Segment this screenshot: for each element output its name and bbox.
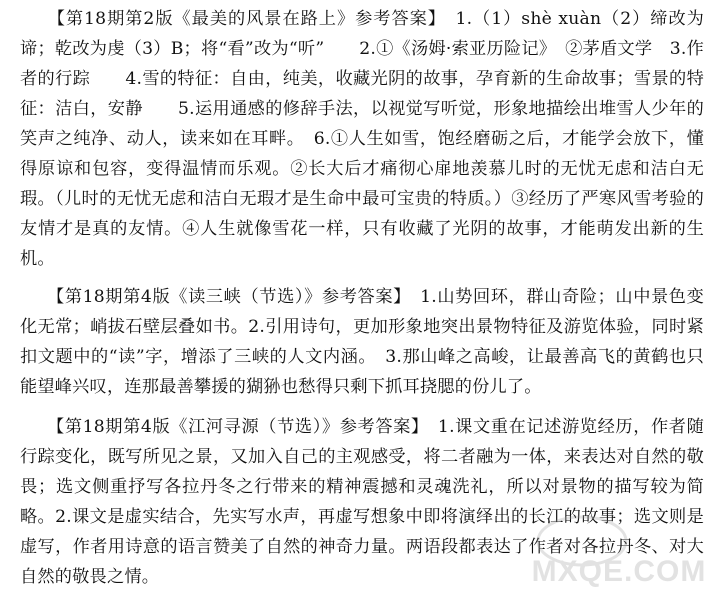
answer-section-1: 【第18期第2版《最美的风景在路上》参考答案】 1.（1）shè xuàn（2）缔改为谛；乾改为虔（3）B；将“看”改为“听” 2.①《汤姆·索亚历险记》 ②茅盾文学 3.作者的行踪 4.雪的特征：自由，纯美，收藏光阴的故事，孕育新的生命故事；雪景的特征：洁白，安静 5.运用通感的修辞手法，以视觉写听觉，形象地描绘出堆雪人少年的笑声之纯净、动人，读来如在耳畔。 6.①人生如雪，饱经磨砺之后，才能学会放下，懂得原谅和包容，变得温情而乐观。②长大后才痛彻心扉地羡慕儿时的无忧无虑和洁白无瑕。（儿时的无忧无虑和洁白无瑕才是生命中最可宝贵的特质。）③经历了严寒风雪考验的友情才是真的友情。④人生就像雪花一样，只有收藏了光阴的故事，才能萌发出新的生机。 <box>20 9 704 269</box>
watermark-text: MXQE.COM <box>531 555 707 588</box>
answer-section-3: 【第18期第4版《江河寻源（节选）》参考答案】 1.课文重在记述游览经历，作者随行踪变化，既写所见之景，又加入自己的主观感受，将二者融为一体，来表达对自然的敬畏；选文侧重抒写各拉丹冬之行带来的精神震撼和灵魂洗礼，所以对景物的描写较为简略。2.课文是虚实结合，先实写水声，再虚写想象中即将演绎出的长江的故事；选文则是虚写，作者用诗意的语言赞美了自然的神奇力量。两语段都表达了作者对各拉丹冬、对大自然的敬畏之情。 <box>20 417 704 587</box>
answer-section-2: 【第18期第4版《读三峡（节选）》参考答案】 1.山势回环，群山奇险；山中景色变化无常；峭拔石壁层叠如书。2.引用诗句，更加形象地突出景物特征及游览体验，同时紧扣文题中的“读”字，增添了三峡的人文内涵。 3.那山峰之高峻，让最善高飞的黄鹤也只能望峰兴叹，连那最善攀援的猢狲也愁得只剩下抓耳挠腮的份儿了。 <box>20 287 704 397</box>
